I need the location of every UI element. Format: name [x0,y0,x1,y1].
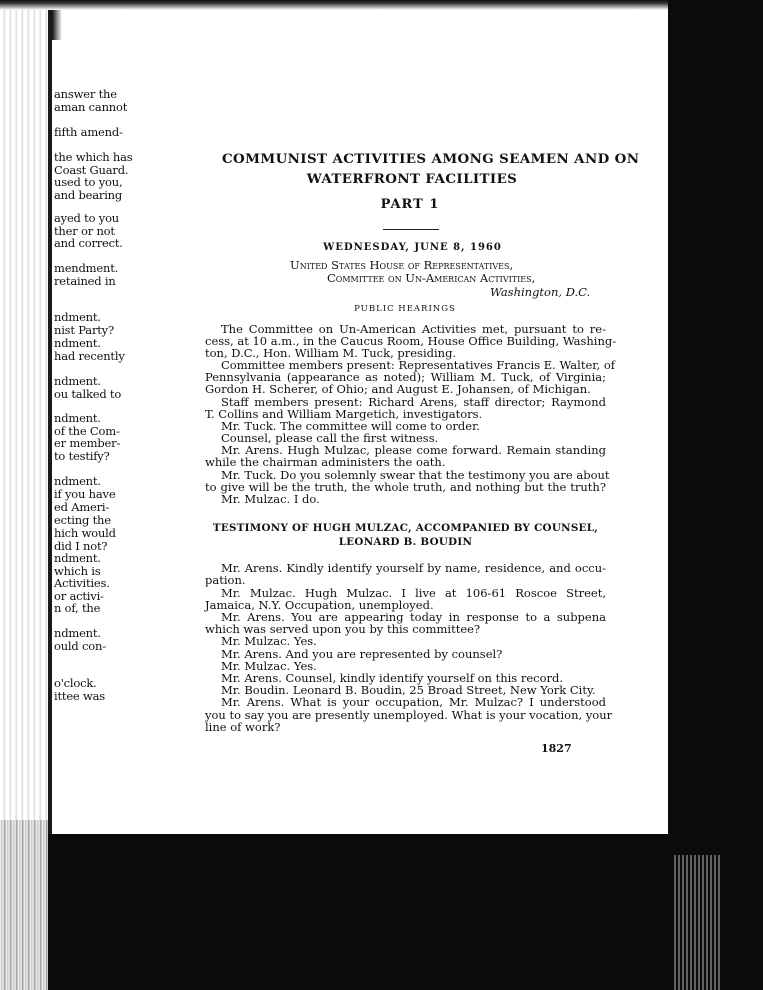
opening-line: cess, at 10 a.m., in the Caucus Room, House Office Building, Washing- [205,334,617,348]
margin-line: ittee was [54,689,105,703]
page-edge-left-lower [0,820,48,990]
opening-line: T. Collins and William Margetich, investigators. [205,407,483,421]
margin-line: ndment. [54,474,101,488]
margin-line: ther or not [54,224,115,238]
opening-line: Staff members present: Richard Arens, staff director; Raymond [221,395,606,409]
margin-line: ould con- [54,639,106,653]
scan-background-bottom [48,834,763,990]
margin-line: n of, the [54,601,101,615]
testimony-line: line of work? [205,720,281,734]
opening-line: Mr. Arens. Hugh Mulzac, please come forward. Remain standing [221,443,606,457]
testimony-line: Mr. Arens. What is your occupation, Mr. Mulzac? I understood [221,695,606,709]
address-committee: Committee on Un-American Activities, [327,271,536,285]
testimony-line: which was served upon you by this committee? [205,622,481,636]
testimony-line: Mr. Arens. You are appearing today in response to a subpena [221,610,606,624]
opening-line: Counsel, please call the first witness. [221,431,439,445]
margin-line: ndment. [54,374,101,388]
margin-line: nist Party? [54,323,114,337]
margin-line: ed Ameri- [54,500,110,514]
margin-line: er member- [54,436,121,450]
margin-line: hich would [54,526,116,540]
margin-line: o'clock. [54,676,97,690]
margin-line: aman cannot [54,100,128,114]
opening-line: Committee members present: Representatives Francis E. Walter, of [221,358,615,372]
testimony-line: you to say you are presently unemployed. What is your vocation, your [205,708,613,722]
address-house: United States House of Representatives, [290,258,514,272]
margin-line: the which has [54,150,133,164]
public-hearings-label: PUBLIC HEARINGS [354,304,456,314]
heading-rule [383,229,439,230]
margin-line: ndment. [54,336,101,350]
margin-line: mendment. [54,261,119,275]
spine-shadow [52,10,62,40]
document-title-line-1: COMMUNIST ACTIVITIES AMONG SEAMEN AND ON [222,151,640,167]
margin-line: or activi- [54,589,104,603]
margin-line: had recently [54,349,125,363]
margin-line: ecting the [54,513,111,527]
margin-line: which is [54,564,101,578]
testimony-line: Mr. Mulzac. Yes. [221,634,317,648]
margin-line: ndment. [54,411,101,425]
margin-line: ndment. [54,551,101,565]
margin-line: fifth amend- [54,125,123,139]
scan-top-edge [0,0,668,10]
margin-line: to testify? [54,449,110,463]
margin-line: used to you, [54,175,123,189]
part-heading: PART 1 [380,197,440,212]
scan-noise [672,855,722,990]
testimony-line: Mr. Boudin. Leonard B. Boudin, 25 Broad Street, New York City. [221,683,596,697]
book-spine [48,10,52,834]
margin-line: Activities. [54,576,110,590]
opening-line: Gordon H. Scherer, of Ohio; and August E. Johansen, of Michigan. [205,382,591,396]
hearing-date: WEDNESDAY, JUNE 8, 1960 [323,242,502,253]
opening-line: Mr. Mulzac. I do. [221,492,320,506]
margin-line: if you have [54,487,116,501]
margin-line: Coast Guard. [54,163,129,177]
margin-line: retained in [54,274,116,288]
margin-line: and bearing [54,188,123,202]
margin-line: ndment. [54,310,101,324]
testimony-heading-line-1: TESTIMONY OF HUGH MULZAC, ACCOMPANIED BY COUNSEL, [212,522,599,534]
testimony-line: Mr. Arens. And you are represented by counsel? [221,647,503,661]
margin-line: ayed to you [54,211,120,225]
margin-line: of the Com- [54,424,120,438]
testimony-line: Mr. Mulzac. Hugh Mulzac. I live at 106-61 Roscoe Street, [221,586,606,600]
opening-line: The Committee on Un-American Activities met, pursuant to re- [221,322,606,336]
opening-line: Mr. Tuck. The committee will come to order. [221,419,480,433]
opening-line: to give will be the truth, the whole truth, and nothing but the truth? [205,480,606,494]
margin-line: did I not? [54,539,108,553]
margin-line: ou talked to [54,387,122,401]
testimony-line: Mr. Arens. Counsel, kindly identify yourself on this record. [221,671,564,685]
testimony-heading-line-2: LEONARD B. BOUDIN [338,536,473,548]
testimony-line: Mr. Mulzac. Yes. [221,659,317,673]
document-title-line-2: WATERFRONT FACILITIES [306,171,518,187]
opening-line: Mr. Tuck. Do you solemnly swear that the testimony you are about [221,468,610,482]
opening-line: ton, D.C., Hon. William M. Tuck, presiding. [205,346,457,360]
page-number: 1827 [541,742,572,755]
testimony-line: Jamaica, N.Y. Occupation, unemployed. [205,598,434,612]
margin-line: and correct. [54,236,123,250]
opening-line: Pennsylvania (appearance as noted); William M. Tuck, of Virginia; [205,370,606,384]
margin-line: ndment. [54,626,101,640]
testimony-line: Mr. Arens. Kindly identify yourself by name, residence, and occu- [221,561,606,575]
margin-line: answer the [54,87,117,101]
testimony-line: pation. [205,573,246,587]
opening-line: while the chairman administers the oath. [205,455,446,469]
address-city: Washington, D.C. [490,285,591,299]
